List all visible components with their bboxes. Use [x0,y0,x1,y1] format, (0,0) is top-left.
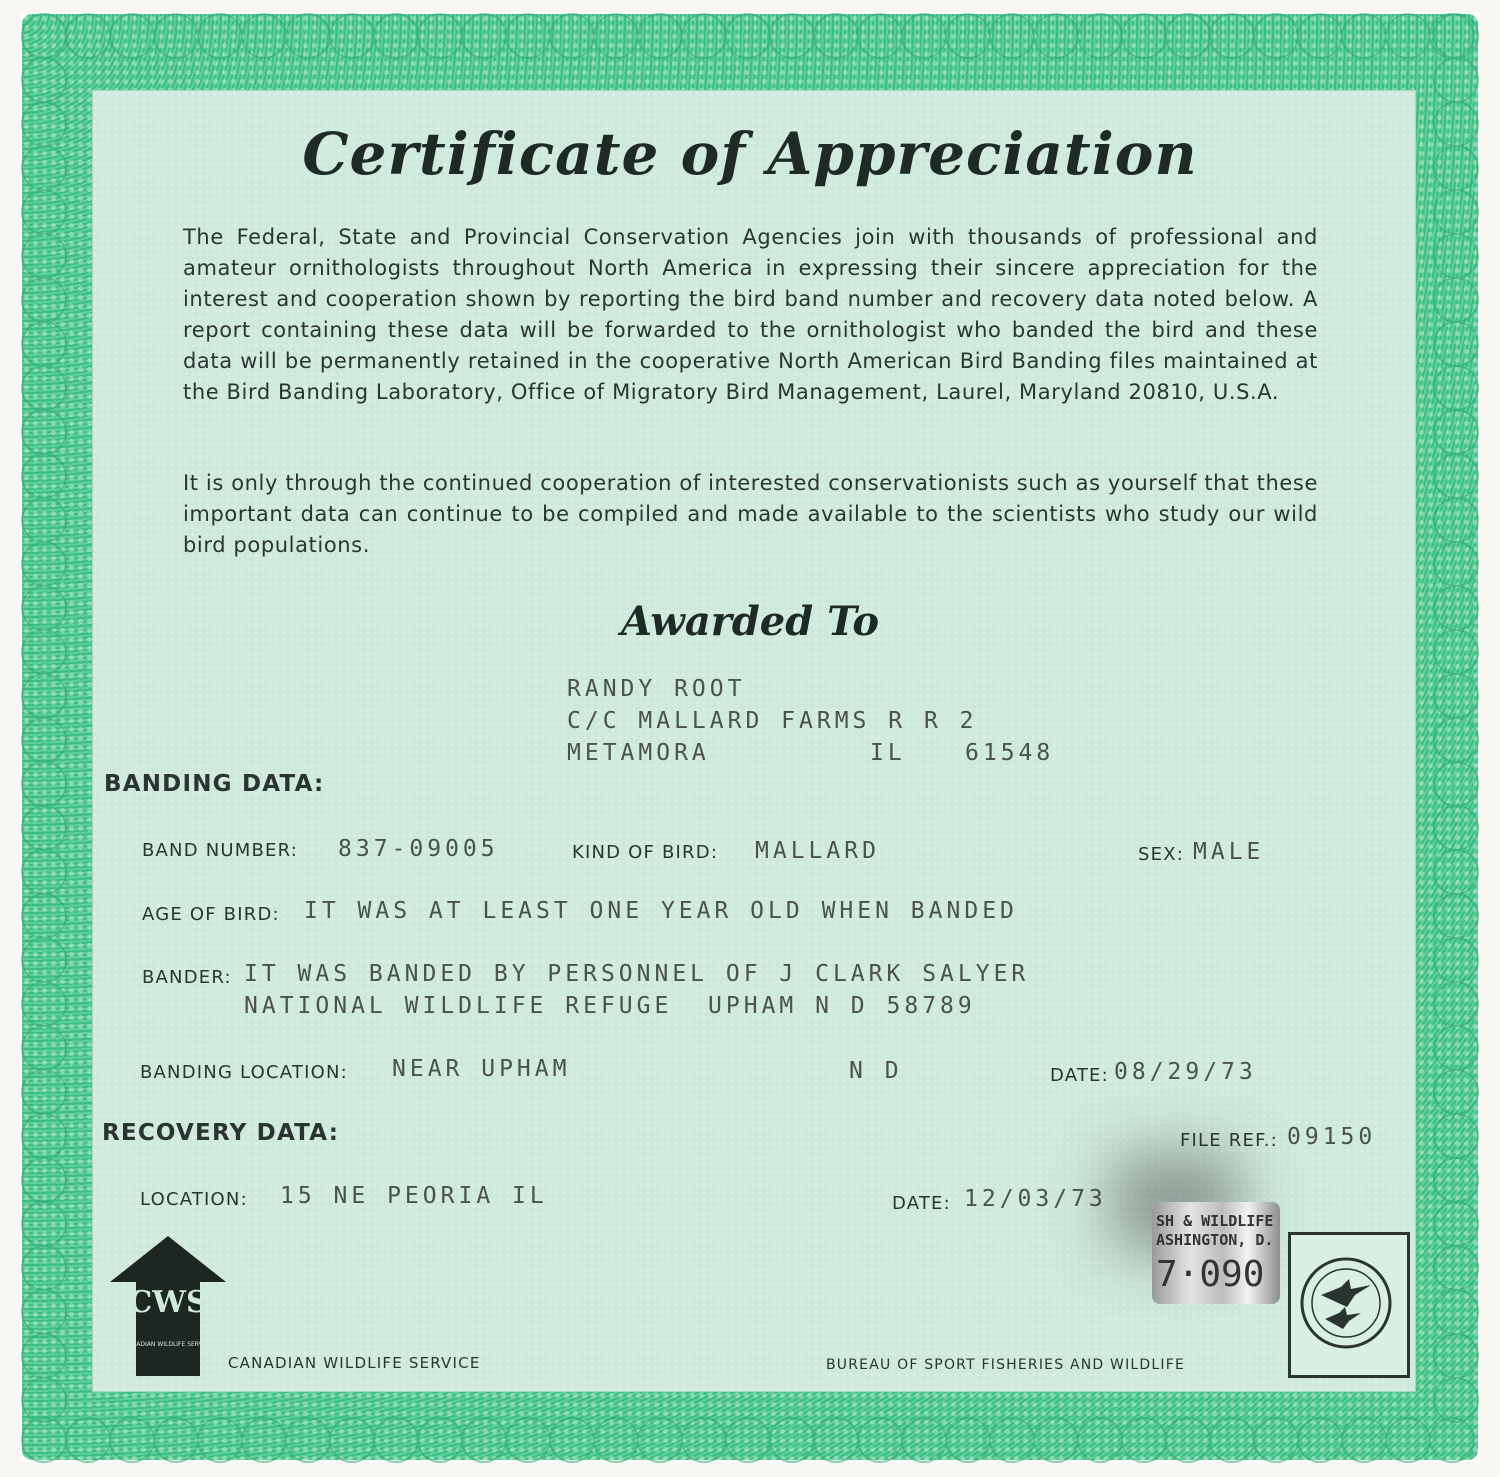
recovery-location-value: 15 NE PEORIA IL [280,1183,548,1209]
recovery-date-value: 12/03/73 [964,1186,1107,1212]
banding-location-state: N D [849,1058,903,1084]
file-ref-label: FILE REF.: [1180,1130,1278,1151]
cws-logo-caption: CANADIAN WILDLIFE SERVICE [123,1341,213,1348]
age-of-bird-label: AGE OF BIRD: [142,904,280,925]
cws-logo-icon [108,1234,228,1378]
banding-location-label: BANDING LOCATION: [140,1062,348,1083]
kind-of-bird-value: MALLARD [755,838,880,864]
department-seal [1288,1232,1410,1378]
sex-value: MALE [1193,839,1265,865]
band-text-number: 7·090 [1156,1254,1265,1295]
band-number-label: BAND NUMBER: [142,840,299,861]
metal-bird-band [1152,1202,1280,1304]
intro-paragraph: The Federal, State and Provincial Conservation Agencies join with thousands of professional and amateur ornithologists throughout North America in expressing their sincere appreciation for the interest and cooperation shown by reporting the bird band number and recovery data noted below. A report containing these data will be forwarded to the ornithologist who banded the bird and these data will be permanently retained in the cooperative North American Bird Banding files maintained at the Bird Banding Laboratory, Office of Migratory Bird Management, Laurel, Maryland 20810, U.S.A. [183,225,1318,404]
sex-label: SEX: [1138,844,1184,865]
bureau-label: BUREAU OF SPORT FISHERIES AND WILDLIFE [826,1357,1186,1373]
kind-of-bird-label: KIND OF BIRD: [572,842,719,863]
recipient-state: IL [870,740,906,766]
closing-paragraph: It is only through the continued cooperation of interested conservationists such as yourself that these important data can continue to be compiled and made available to the scientists who study our wild bird populations. [183,471,1318,557]
cws-logo-letters: CWS [128,1285,208,1320]
banding-location-value: NEAR UPHAM [392,1056,571,1082]
recipient-city: METAMORA [567,740,710,766]
file-ref-value: 09150 [1287,1124,1377,1150]
recovery-location-label: LOCATION: [140,1189,248,1210]
band-text-line-1: SH & WILDLIFE [1156,1212,1274,1230]
band-text-line-2: ASHINGTON, D. [1156,1231,1274,1249]
bander-line-1: IT WAS BANDED BY PERSONNEL OF J CLARK SALYER [244,961,1030,987]
flying-geese-seal-icon [1291,1235,1401,1369]
recipient-address: C/C MALLARD FARMS R R 2 [567,708,978,734]
recipient-name: RANDY ROOT [567,676,746,702]
awarded-to-heading: Awarded To [620,598,879,645]
banding-date-value: 08/29/73 [1114,1059,1257,1085]
canadian-wildlife-service-label: CANADIAN WILDLIFE SERVICE [228,1354,481,1372]
certificate-title: Certificate of Appreciation [302,120,1198,188]
band-number-value: 837-09005 [338,836,499,862]
bander-label: BANDER: [142,967,232,988]
banding-data-heading: BANDING DATA: [104,771,325,797]
recipient-zip: 61548 [965,740,1055,766]
recovery-data-heading: RECOVERY DATA: [102,1120,340,1146]
age-of-bird-value: IT WAS AT LEAST ONE YEAR OLD WHEN BANDED [304,898,1018,924]
recovery-date-label: DATE: [892,1193,951,1214]
bander-line-2: NATIONAL WILDLIFE REFUGE UPHAM N D 58789 [244,993,976,1019]
banding-date-label: DATE: [1050,1065,1109,1086]
